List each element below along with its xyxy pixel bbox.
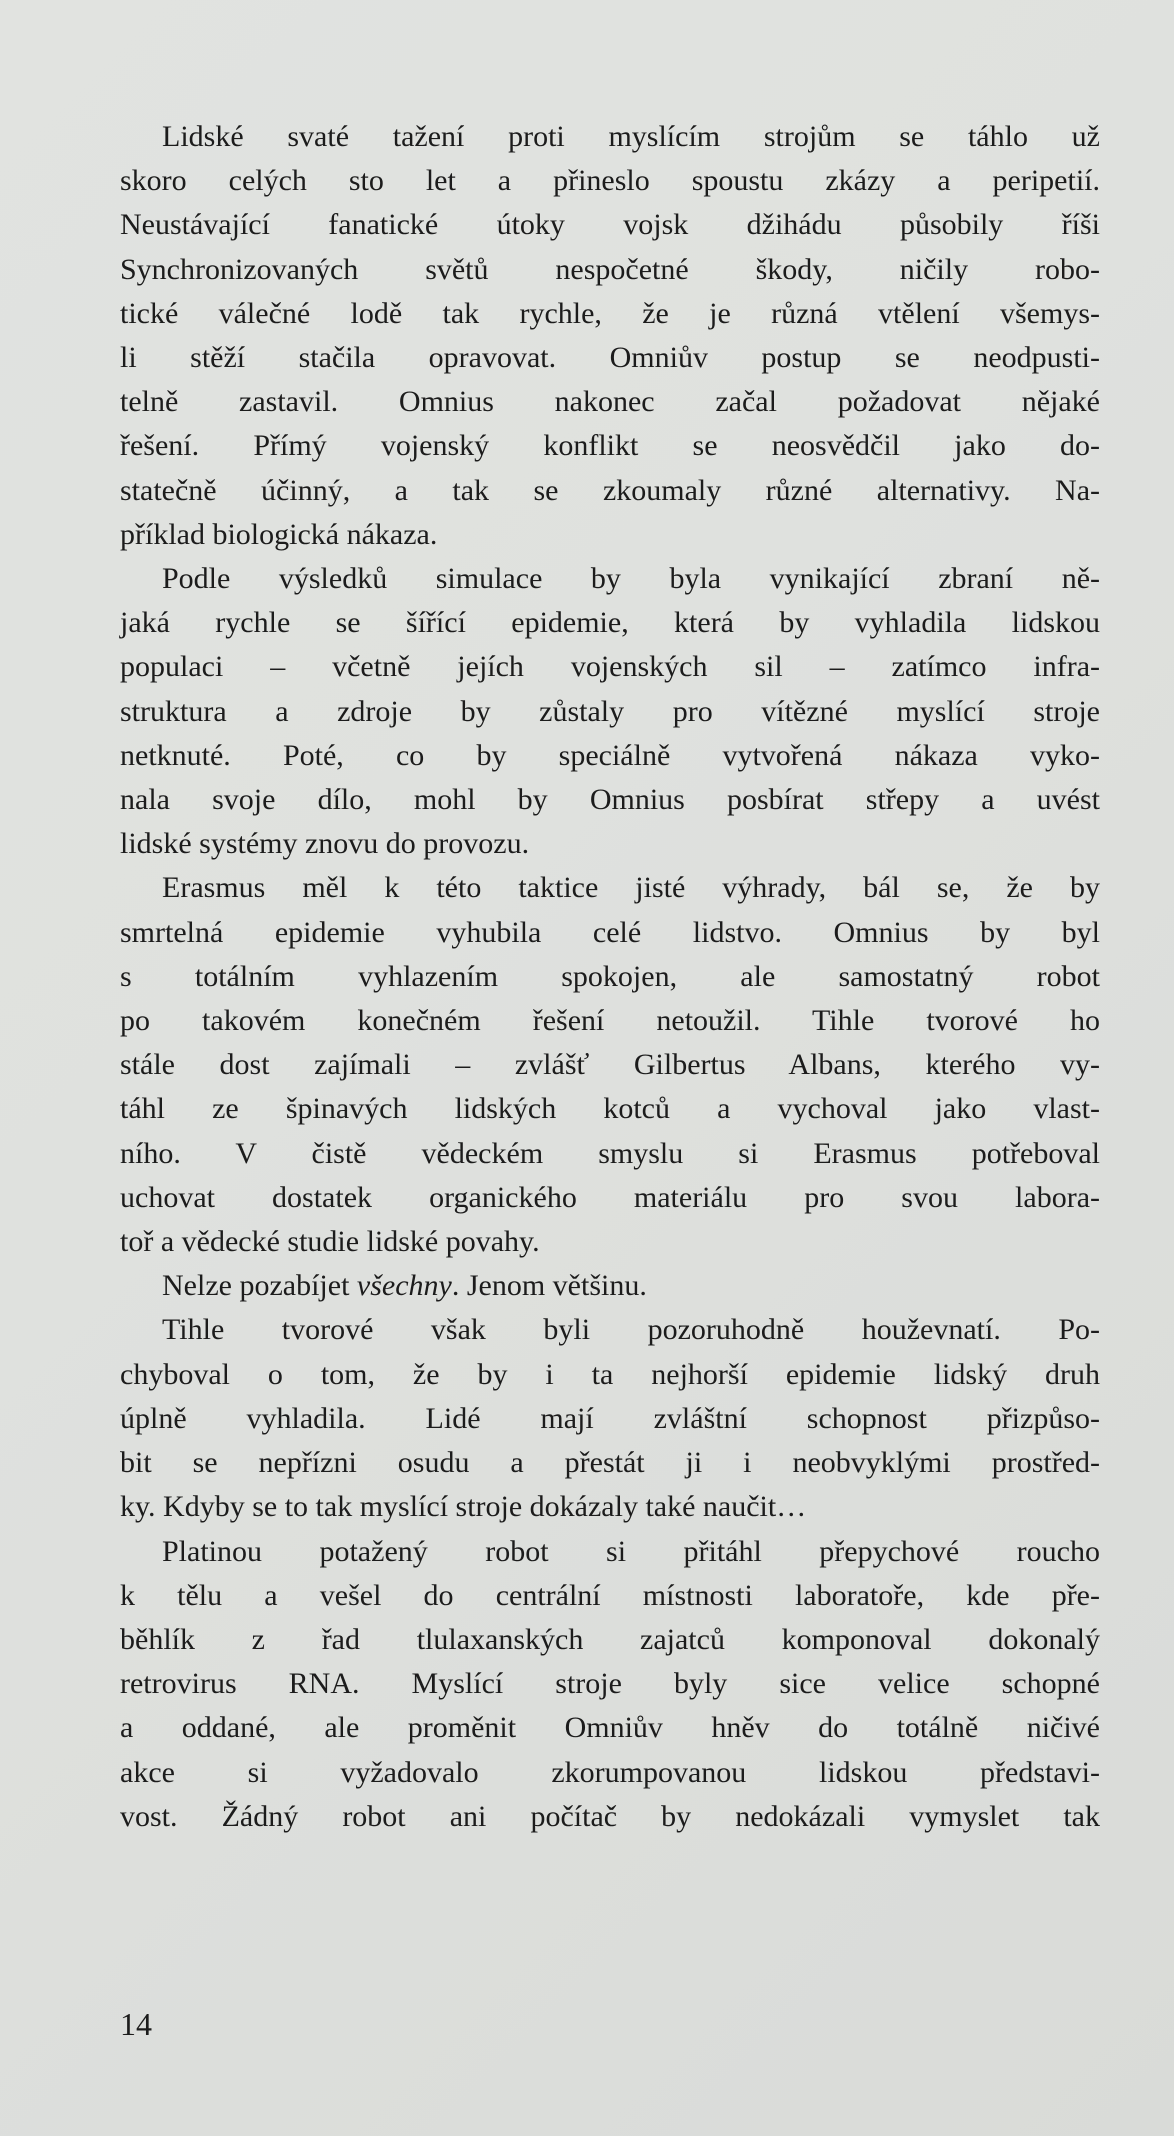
- text-line: toř a vědecké studie lidské povahy.: [120, 1225, 540, 1259]
- text-line: táhl ze špinavých lidských kotců a vychoval jako vlast-: [120, 1092, 1100, 1126]
- text-line: Neustávající fanatické útoky vojsk džihádu působily říši: [120, 208, 1100, 242]
- text-line: Platinou potažený robot si přitáhl přepychové roucho: [162, 1534, 1100, 1568]
- text-line: Tihle tvorové však byli pozoruhodně houževnatí. Po-: [162, 1313, 1100, 1347]
- text-line: a oddané, ale proměnit Omniův hněv do totálně ničivé: [120, 1711, 1100, 1745]
- text-line: skoro celých sto let a přineslo spoustu zkázy a peripetií.: [120, 164, 1100, 198]
- text-line: ky. Kdyby se to tak myslící stroje dokázaly také naučit…: [120, 1490, 807, 1524]
- text-line: bit se nepřízni osudu a přestát ji i neobvyklými prostřed-: [120, 1446, 1100, 1480]
- text-line: tické válečné lodě tak rychle, že je různá vtělení všemys-: [120, 296, 1100, 330]
- text-line: uchovat dostatek organického materiálu pro svou labora-: [120, 1180, 1100, 1214]
- text-line: jaká rychle se šířící epidemie, která by vyhladila lidskou: [120, 606, 1100, 640]
- text-line: akce si vyžadovalo zkorumpovanou lidskou představi-: [120, 1755, 1100, 1789]
- text-line: Podle výsledků simulace by byla vynikající zbraní ně-: [162, 562, 1100, 596]
- text-line: li stěží stačila opravovat. Omniův postup se neodpusti-: [120, 341, 1100, 375]
- text-line: s totálním vyhlazením spokojen, ale samostatný robot: [120, 959, 1100, 993]
- text-line: retrovirus RNA. Myslící stroje byly sice velice schopné: [120, 1667, 1100, 1701]
- text-line: telně zastavil. Omnius nakonec začal požadovat nějaké: [120, 385, 1100, 419]
- text-line: lidské systémy znovu do provozu.: [120, 827, 530, 861]
- text-line: populaci – včetně jejích vojenských sil – zatímco infra-: [120, 650, 1100, 684]
- text-line: běhlík z řad tlulaxanských zajatců komponoval dokonalý: [120, 1622, 1100, 1656]
- italic-word: všechny: [356, 1269, 452, 1303]
- text-line: ního. V čistě vědeckém smyslu si Erasmus potřeboval: [120, 1136, 1100, 1170]
- text-line: nala svoje dílo, mohl by Omnius posbírat střepy a uvést: [120, 783, 1100, 817]
- text-line: [120, 1264, 1100, 1308]
- text-line: struktura a zdroje by zůstaly pro vítězné myslící stroje: [120, 694, 1100, 728]
- text-line: vost. Žádný robot ani počítač by nedokázali vymyslet tak: [120, 1799, 1100, 1833]
- text-line: Lidské svaté tažení proti myslícím strojům se táhlo už: [162, 120, 1100, 153]
- text-segment: Nelze pozabíjet: [162, 1269, 357, 1303]
- page-number: 14: [120, 2006, 152, 2042]
- text-line: netknuté. Poté, co by speciálně vytvořená nákaza vyko-: [120, 738, 1100, 772]
- body-text: [120, 115, 1100, 1839]
- text-line: statečně účinný, a tak se zkoumaly různé alternativy. Na-: [120, 473, 1100, 507]
- text-line: chyboval o tom, že by i ta nejhorší epidemie lidský druh: [120, 1357, 1100, 1391]
- text-line: stále dost zajímali – zvlášť Gilbertus Albans, kterého vy-: [120, 1048, 1100, 1082]
- text-line: úplně vyhladila. Lidé mají zvláštní schopnost přizpůso-: [120, 1401, 1100, 1435]
- text-line: smrtelná epidemie vyhubila celé lidstvo. Omnius by byl: [120, 915, 1100, 949]
- text-line: příklad biologická nákaza.: [120, 517, 438, 551]
- text-line: řešení. Přímý vojenský konflikt se neosvědčil jako do-: [120, 429, 1100, 463]
- text-line: Synchronizovaných světů nespočetné škody, ničily robo-: [120, 252, 1100, 286]
- text-line: k tělu a vešel do centrální místnosti laboratoře, kde pře-: [120, 1578, 1100, 1612]
- text-line: po takovém konečném řešení netoužil. Tihle tvorové ho: [120, 1004, 1100, 1038]
- text-line: Erasmus měl k této taktice jisté výhrady, bál se, že by: [162, 871, 1100, 905]
- text-segment: . Jenom většinu.: [451, 1269, 647, 1303]
